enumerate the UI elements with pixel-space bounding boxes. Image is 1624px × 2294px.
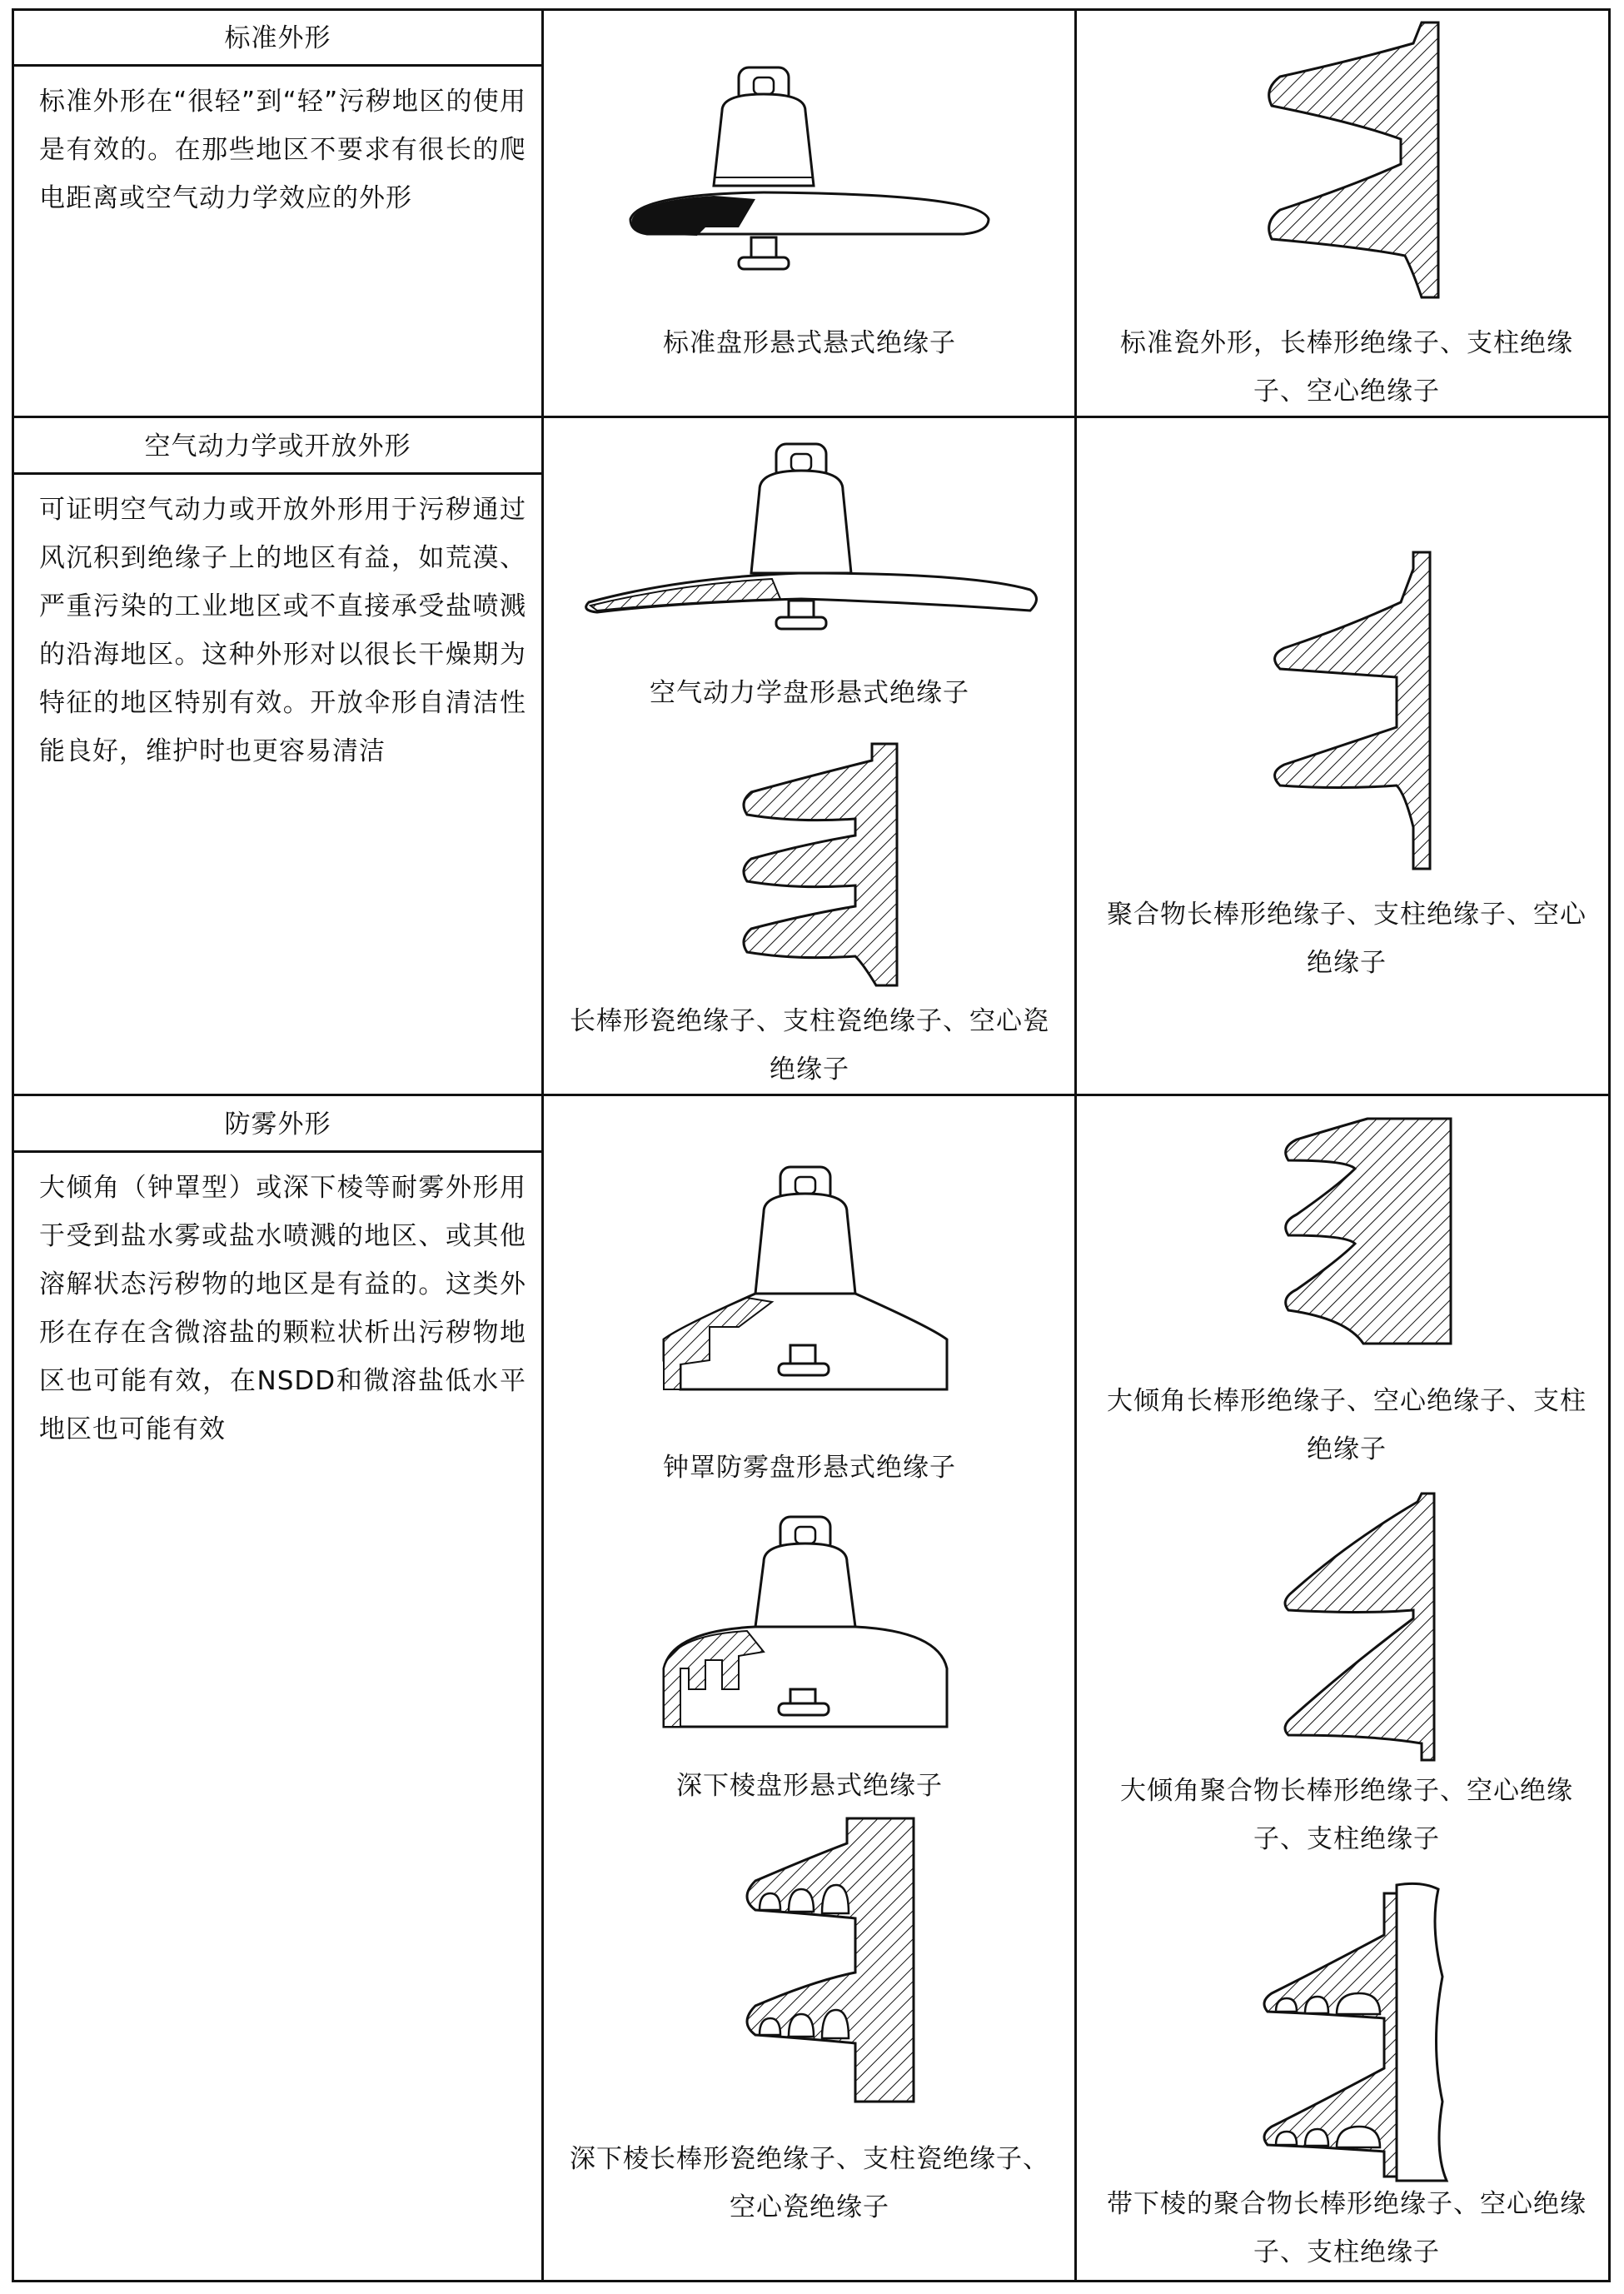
caption-standard-porcelain-rod: 标准瓷外形，长棒形绝缘子、支柱绝缘子、空心绝缘子: [1120, 328, 1573, 406]
header-underline-1: [14, 64, 541, 67]
caption-ribbed-polymer-rod: 带下棱的聚合物长棒形绝缘子、空心绝缘子、支柱绝缘子: [1107, 2189, 1587, 2267]
row-divider-2: [14, 1094, 1608, 1096]
standard-porcelain-rod-figure: [1255, 22, 1472, 297]
deep-rib-porcelain-rod-figure: [722, 1818, 922, 2102]
insulator-profile-table: [12, 8, 1611, 2282]
standard-disc-insulator-figure: [614, 61, 997, 302]
section-desc-aerodynamic: 可证明空气动力或开放外形用于污秽通过风沉积到绝缘子上的地区有益，如荒漠、严重污染的工业地区或不直接承受盐喷溅的沿海地区。这种外形对以很长干燥期为特征的地区特别有效。开放伞形自清洁性能良好，维护时也更容易清洁: [39, 495, 526, 766]
caption-deep-rib-porcelain-rod: 深下棱长棒形瓷绝缘子、支柱瓷绝缘子、空心瓷绝缘子: [570, 2144, 1049, 2222]
section-title-aerodynamic: 空气动力学或开放外形: [144, 431, 411, 461]
column-divider-2: [1074, 11, 1077, 2280]
steep-angle-rod-figure: [1263, 1119, 1463, 1352]
caption-standard-disc: 标准盘形悬式悬式绝缘子: [663, 328, 956, 358]
deep-rib-disc-figure: [647, 1510, 964, 1743]
ribbed-polymer-rod-figure: [1247, 1877, 1463, 2185]
caption-steep-angle-rod: 大倾角长棒形绝缘子、空心绝缘子、支柱绝缘子: [1107, 1386, 1587, 1464]
caption-aerodynamic-disc: 空气动力学盘形悬式绝缘子: [650, 678, 969, 708]
header-underline-2: [14, 472, 541, 475]
porcelain-rod-open-figure: [730, 744, 914, 985]
row-divider-1: [14, 416, 1608, 418]
caption-deep-rib-disc: 深下棱盘形悬式绝缘子: [676, 1771, 943, 1801]
column-divider-1: [541, 11, 544, 2280]
aerodynamic-disc-insulator-figure: [580, 436, 1047, 636]
caption-porcelain-rod-open: 长棒形瓷绝缘子、支柱瓷绝缘子、空心瓷绝缘子: [570, 1006, 1049, 1085]
header-underline-3: [14, 1150, 541, 1153]
section-title-standard: 标准外形: [224, 23, 331, 53]
section-desc-standard: 标准外形在“很轻”到“轻”污秽地区的使用是有效的。在那些地区不要求有很长的爬电距离或空气动力学效应的外形: [39, 87, 526, 213]
bell-antifog-disc-figure: [647, 1160, 964, 1410]
section-desc-antifog: 大倾角（钟罩型）或深下棱等耐雾外形用于受到盐水雾或盐水喷溅的地区、或其他溶解状态污秽物的地区是有益的。这类外形在存在含微溶盐的颗粒状析出污秽物地区也可能有效，在NSDD和微溶盐低水平地区也可能有效: [39, 1173, 526, 1444]
caption-bell-antifog-disc: 钟罩防雾盘形悬式绝缘子: [663, 1453, 956, 1483]
steep-angle-polymer-rod-figure: [1272, 1494, 1455, 1760]
caption-polymer-rod-open: 聚合物长棒形绝缘子、支柱绝缘子、空心绝缘子: [1107, 900, 1587, 978]
caption-steep-angle-polymer-rod: 大倾角聚合物长棒形绝缘子、空心绝缘子、支柱绝缘子: [1120, 1776, 1573, 1854]
section-title-antifog: 防雾外形: [224, 1110, 331, 1140]
polymer-rod-open-figure: [1263, 552, 1447, 869]
